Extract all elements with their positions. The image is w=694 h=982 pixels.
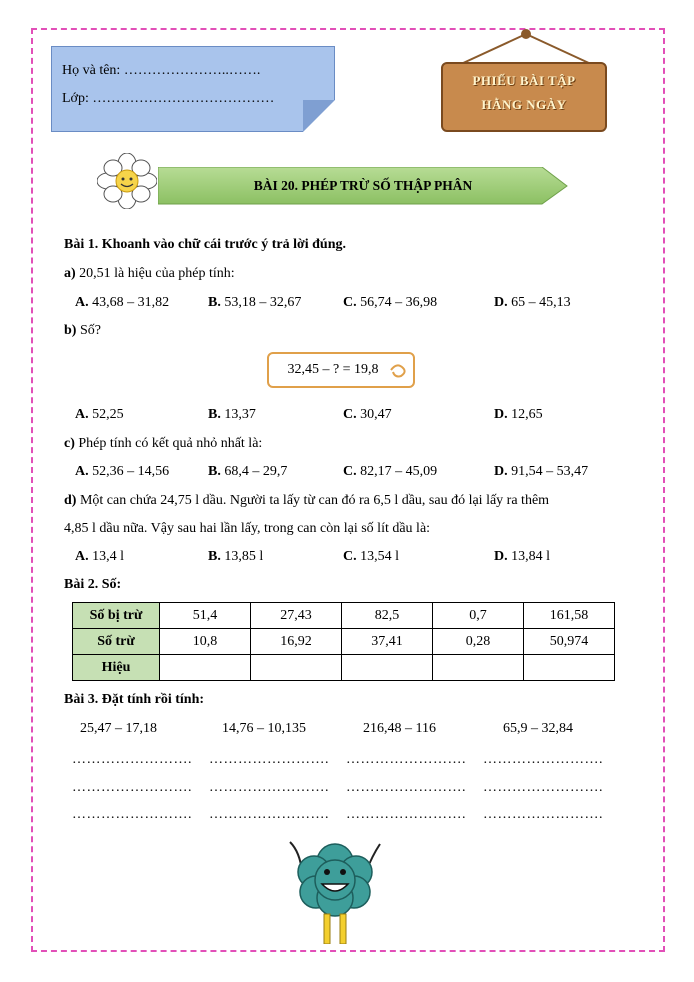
lesson-banner [158, 167, 568, 205]
ex1d-question-line2: 4,85 l dầu nữa. Vậy sau hai lần lấy, trong can còn lại số lít dầu là: [64, 521, 431, 536]
ex3-problem-1: 25,47 – 17,18 [80, 721, 157, 736]
table-cell: 0,7 [433, 603, 524, 629]
option-key: D. [494, 464, 508, 479]
lesson-title: BÀI 20. PHÉP TRỪ SỐ THẬP PHÂN [253, 178, 473, 193]
answer-line[interactable]: ……………………. [72, 752, 192, 767]
table-row [73, 603, 615, 629]
option-key: A. [75, 464, 89, 479]
ex1a-option-a[interactable] [75, 295, 169, 311]
ex1d-label: d) [64, 493, 77, 508]
class-line: Lớp: ………………………………… [62, 91, 275, 106]
ex1b-option-d[interactable] [494, 407, 543, 423]
table-cell: 16,92 [251, 629, 342, 655]
ex3-problem-4: 65,9 – 32,84 [503, 721, 573, 736]
ex1a-option-d[interactable] [494, 295, 571, 311]
ex1a-label: a) [64, 266, 76, 281]
answer-cell[interactable] [342, 655, 433, 681]
ex3-title: Bài 3. Đặt tính rồi tính: [64, 692, 205, 707]
option-value: 82,17 – 45,09 [356, 464, 438, 479]
table-cell: 82,5 [342, 603, 433, 629]
ex1d-option-b[interactable] [208, 549, 263, 565]
option-value: 13,37 [220, 407, 256, 422]
ex1c-option-c[interactable] [343, 464, 437, 480]
option-value: 13,54 l [356, 549, 400, 564]
sign-board [441, 62, 607, 132]
option-value: 68,4 – 29,7 [220, 464, 288, 479]
name-line: Họ và tên: …………………..……. [62, 63, 261, 78]
option-key: D. [494, 549, 508, 564]
student-info-note [51, 46, 335, 132]
option-key: C. [343, 464, 357, 479]
ex1d-text1: Một can chứa 24,75 l dầu. Người ta lấy từ can đó ra 6,5 l dầu, sau đó lại lấy ra thêm [76, 493, 550, 508]
option-key: C. [343, 407, 357, 422]
table-cell: 37,41 [342, 629, 433, 655]
option-value: 13,85 l [220, 549, 264, 564]
ex1c-option-d[interactable] [494, 464, 588, 480]
answer-line[interactable]: ……………………. [209, 807, 329, 822]
ex1b-question [64, 323, 101, 339]
option-key: C. [343, 295, 357, 310]
row-header: Số bị trừ [73, 603, 160, 629]
table-cell: 50,974 [524, 629, 615, 655]
ex1c-label: c) [64, 436, 75, 451]
row-header: Hiệu [73, 655, 160, 681]
option-key: D. [494, 407, 508, 422]
option-key: A. [75, 295, 89, 310]
ex1c-question [64, 436, 262, 452]
ex1b-option-b[interactable] [208, 407, 256, 423]
option-value: 91,54 – 53,47 [507, 464, 589, 479]
row-header: Số trừ [73, 629, 160, 655]
ex3-problem-3: 216,48 – 116 [363, 721, 436, 736]
table-cell: 27,43 [251, 603, 342, 629]
table-cell: 10,8 [160, 629, 251, 655]
ex1d-question-line1 [64, 493, 549, 509]
ex2-title: Bài 2. Số: [64, 577, 122, 592]
ex1-title: Bài 1. Khoanh vào chữ cái trước ý trả lời đúng. [64, 237, 346, 252]
expression-box [267, 352, 415, 388]
option-value: 52,25 [88, 407, 124, 422]
option-key: B. [208, 549, 221, 564]
answer-line[interactable]: ……………………. [483, 807, 603, 822]
ex1d-option-d[interactable] [494, 549, 550, 565]
option-value: 52,36 – 14,56 [88, 464, 170, 479]
smiley-flower-icon [97, 153, 157, 209]
answer-line[interactable]: ……………………. [72, 807, 192, 822]
ex1b-option-c[interactable] [343, 407, 392, 423]
page-fold-icon [303, 100, 335, 132]
answer-line[interactable]: ……………………. [209, 780, 329, 795]
answer-cell[interactable] [251, 655, 342, 681]
ex1d-option-a[interactable] [75, 549, 124, 565]
worksheet-sign [441, 28, 611, 138]
ex1a-option-b[interactable] [208, 295, 301, 311]
mascot-illustration-icon [280, 832, 390, 944]
ex1d-option-c[interactable] [343, 549, 399, 565]
ex1c-text: Phép tính có kết quả nhỏ nhất là: [74, 436, 263, 451]
option-value: 12,65 [507, 407, 543, 422]
ex1b-label: b) [64, 323, 77, 338]
table-cell: 0,28 [433, 629, 524, 655]
option-key: B. [208, 464, 221, 479]
table-row [73, 629, 615, 655]
ex1c-option-b[interactable] [208, 464, 287, 480]
option-value: 65 – 45,13 [507, 295, 571, 310]
sign-title-1: PHIẾU BÀI TẬP [472, 73, 576, 88]
ex1b-text: Số? [76, 323, 101, 338]
option-key: A. [75, 549, 89, 564]
answer-line[interactable]: ……………………. [483, 780, 603, 795]
answer-line[interactable]: ……………………. [483, 752, 603, 767]
option-key: B. [208, 295, 221, 310]
answer-line[interactable]: ……………………. [346, 752, 466, 767]
ex1c-option-a[interactable] [75, 464, 169, 480]
sign-title-2: HẰNG NGÀY [481, 97, 567, 112]
option-value: 13,84 l [507, 549, 551, 564]
answer-line[interactable]: ……………………. [72, 780, 192, 795]
option-key: A. [75, 407, 89, 422]
option-value: 56,74 – 36,98 [356, 295, 438, 310]
answer-cell[interactable] [433, 655, 524, 681]
ex3-problem-2: 14,76 – 10,135 [222, 721, 306, 736]
table-cell: 51,4 [160, 603, 251, 629]
subtraction-table [72, 602, 615, 681]
ex1b-option-a[interactable] [75, 407, 124, 423]
option-value: 13,4 l [88, 549, 125, 564]
answer-cell[interactable] [524, 655, 615, 681]
answer-line[interactable]: ……………………. [346, 807, 466, 822]
answer-line[interactable]: ……………………. [209, 752, 329, 767]
option-key: B. [208, 407, 221, 422]
option-value: 30,47 [356, 407, 392, 422]
table-cell: 161,58 [524, 603, 615, 629]
option-key: C. [343, 549, 357, 564]
option-value: 53,18 – 32,67 [220, 295, 302, 310]
answer-line[interactable]: ……………………. [346, 780, 466, 795]
ex1a-text: 20,51 là hiệu của phép tính: [75, 266, 235, 281]
answer-cell[interactable] [160, 655, 251, 681]
expression-text: 32,45 – ? = 19,8 [287, 362, 379, 377]
ex1a-option-c[interactable] [343, 295, 437, 311]
option-value: 43,68 – 31,82 [88, 295, 170, 310]
table-row [73, 655, 615, 681]
option-key: D. [494, 295, 508, 310]
box-hook-icon [389, 360, 411, 380]
ex1a-question [64, 266, 235, 282]
